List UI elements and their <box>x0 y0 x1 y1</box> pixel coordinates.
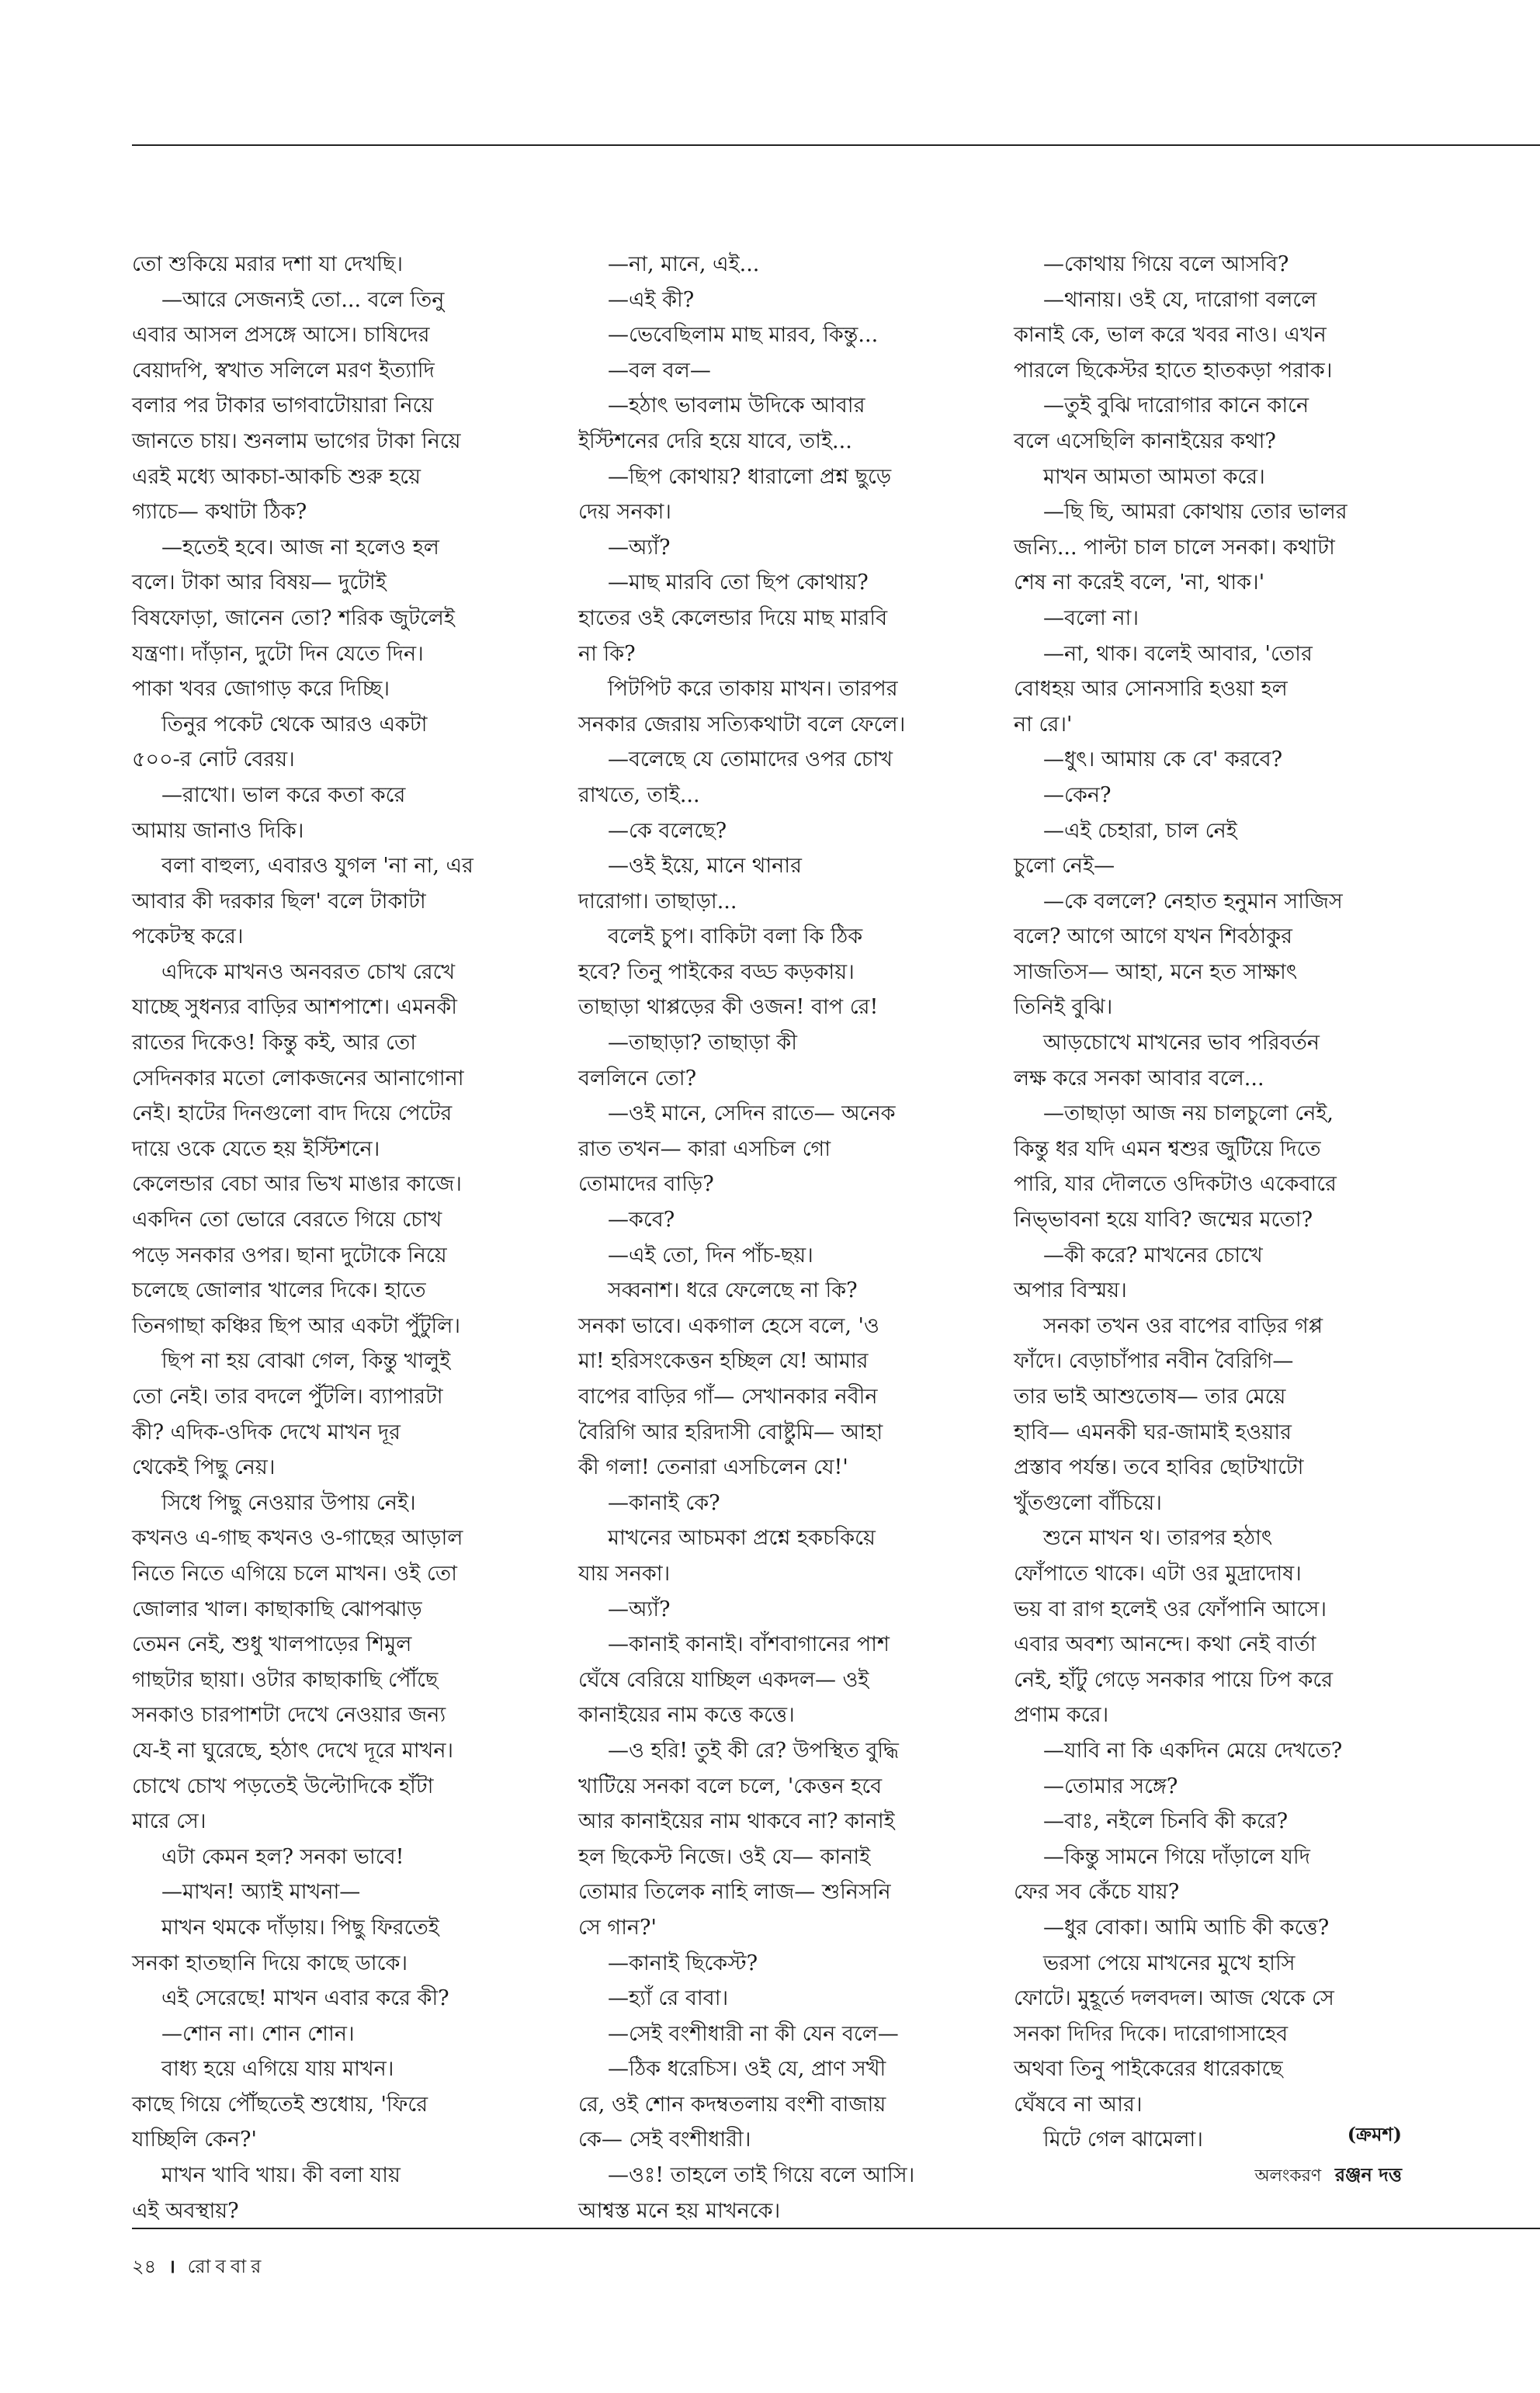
text-line: মাখনের আচমকা প্রশ্নে হকচকিয়ে <box>608 1526 876 1551</box>
text-line: কাছে গিয়ে পৌঁছতেই শুধোয়, 'ফিরে <box>132 2092 428 2117</box>
text-line: অথবা তিনু পাইকেরের ধারেকাছে <box>1014 2057 1283 2082</box>
text-line: কে— সেই বংশীধারী। <box>578 2128 751 2152</box>
text-line: রাতের দিকেও! কিন্তু কই, আর তো <box>132 1031 417 1056</box>
text-line: যাচ্ছে সুধন্যর বাড়ির আশপাশে। এমনকী <box>132 995 457 1020</box>
text-line: —আরে সেজন্যই তো... বলে তিনু <box>161 287 445 312</box>
text-line: নিভ্ভাবনা হয়ে যাবি? জম্মের মতো? <box>1014 1208 1313 1233</box>
text-line: সনকাও চারপাশটা দেখে নেওয়ার জন্য <box>132 1703 446 1728</box>
text-line: তিনগাছা কঞ্চির ছিপ আর একটা পুঁটুলি। <box>132 1313 461 1338</box>
text-line: গাছটার ছায়া। ওটার কাছাকাছি পৌঁছে <box>132 1667 439 1692</box>
text-line: সনকা হাতছানি দিয়ে কাছে ডাকে। <box>132 1951 408 1975</box>
text-line: এবার অবশ্য আনন্দে। কথা নেই বার্তা <box>1014 1632 1316 1657</box>
text-line: —এই তো, দিন পাঁচ-ছয়। <box>608 1243 813 1268</box>
text-line: পাকা খবর জোগাড় করে দিচ্ছি। <box>132 677 390 702</box>
text-line: বললিনে তো? <box>578 1066 697 1091</box>
text-line: মাখন থমকে দাঁড়ায়। পিছু ফিরতেই <box>161 1915 439 1940</box>
text-line: —বাঃ, নইলে চিনবি কী করে? <box>1043 1809 1289 1834</box>
text-line: দায়ে ওকে যেতে হয় ইস্টিশনে। <box>132 1136 380 1161</box>
text-column-2 <box>578 247 983 2228</box>
text-line: নিতে নিতে এগিয়ে চলে মাখন। ওই তো <box>132 1561 457 1586</box>
text-line: —হতেই হবে। আজ না হলেও হল <box>161 535 439 560</box>
text-line: হাতের ওই কেলেন্ডার দিয়ে মাছ মারবি <box>578 605 888 630</box>
text-line: থেকেই পিছু নেয়। <box>132 1455 276 1480</box>
text-line: সে গান?' <box>578 1915 657 1940</box>
text-line: মিটে গেল ঝামেলা। <box>1043 2128 1203 2152</box>
text-line: —কানাই কানাই। বাঁশবাগানের পাশ <box>608 1632 890 1657</box>
text-line: সনকার জেরায় সত্যিকথাটা বলে ফেলে। <box>578 712 906 737</box>
text-line: —অ্যাঁ? <box>608 1597 671 1621</box>
text-line: —কিন্তু সামনে গিয়ে দাঁড়ালে যদি <box>1043 1844 1310 1869</box>
text-line: খুঁতগুলো বাঁচিয়ে। <box>1014 1490 1162 1515</box>
text-line: যাচ্ছিলি কেন?' <box>132 2128 257 2152</box>
text-line: সনকা দিদির দিকে। দারোগাসাহেব <box>1014 2021 1289 2046</box>
illustrator-name: রঞ্জন দত্ত <box>1334 2163 1402 2186</box>
text-line: জানতে চায়। শুনলাম ভাগের টাকা নিয়ে <box>132 428 461 453</box>
text-line: তো শুকিয়ে মরার দশা যা দেখছি। <box>132 252 404 276</box>
text-line: কেলেন্ডার বেচা আর ভিখ মাঙার কাজে। <box>132 1172 462 1197</box>
text-line: —ওই ইয়ে, মানে থানার <box>608 854 802 879</box>
page-footer <box>132 2251 265 2282</box>
text-line: —কেন? <box>1043 782 1112 807</box>
text-line: তাছাড়া থাপ্পড়ের কী ওজন! বাপ রে! <box>578 995 879 1020</box>
text-line: পিটপিট করে তাকায় মাখন। তারপর <box>608 677 898 702</box>
text-line: —ঠিক ধরেচিস। ওই যে, প্রাণ সখী <box>608 2057 886 2082</box>
text-line: তার ভাই আশুতোষ— তার মেয়ে <box>1014 1385 1286 1409</box>
text-line: —মাখন! অ্যাই মাখনা— <box>161 1880 361 1905</box>
text-line: —বলো না। <box>1043 605 1139 630</box>
text-line: —তাছাড়া? তাছাড়া কী <box>608 1031 798 1056</box>
top-rule <box>132 144 1540 146</box>
text-line: বলার পর টাকার ভাগবাটোয়ারা নিয়ে <box>132 394 434 418</box>
text-line: হবে? তিনু পাইকের বড্ড কড়কায়। <box>578 959 855 984</box>
text-line: —ওই মানে, সেদিন রাতে— অনেক <box>608 1101 896 1126</box>
text-line: সব্বনাশ। ধরে ফেলেছে না কি? <box>608 1278 858 1303</box>
text-line: না রে।' <box>1014 712 1073 737</box>
text-line: আবার কী দরকার ছিল' বলে টাকাটা <box>132 889 426 914</box>
text-line: বলে? আগে আগে যখন শিবঠাকুর <box>1014 924 1293 949</box>
text-line: এবার আসল প্রসঙ্গে আসে। চাষিদের <box>132 323 430 348</box>
text-line: তিনুর পকেট থেকে আরও একটা <box>161 712 428 737</box>
text-line: বাধ্য হয়ে এগিয়ে যায় মাখন। <box>161 2057 394 2082</box>
text-line: ফের সব কেঁচে যায়? <box>1014 1880 1180 1905</box>
text-line: —কবে? <box>608 1208 675 1233</box>
text-line: যন্ত্রণা। দাঁড়ান, দুটো দিন যেতে দিন। <box>132 641 424 666</box>
text-line: মাখন আমতা আমতা করে। <box>1043 464 1265 489</box>
text-line: —বল বল— <box>608 358 711 383</box>
serial-note: (ক্রমশ) <box>1347 2123 1402 2145</box>
text-line: প্রস্তাব পর্যন্ত। তবে হাবির ছোটখাটো <box>1014 1455 1304 1480</box>
text-line: সনকা ভাবে। একগাল হেসে বলে, 'ও <box>578 1313 879 1338</box>
text-line: —ছিপ কোথায়? ধারালো প্রশ্ন ছুড়ে <box>608 464 892 489</box>
text-line: পারি, যার দৌলতে ওদিকটাও একেবারে <box>1014 1172 1337 1197</box>
text-line: ভরসা পেয়ে মাখনের মুখে হাসি <box>1043 1951 1295 1975</box>
text-line: —হঠাৎ ভাবলাম উদিকে আবার <box>608 394 865 418</box>
text-line: বলে। টাকা আর বিষয়— দুটোই <box>132 571 387 595</box>
text-line: —বলেছে যে তোমাদের ওপর চোখ <box>608 747 893 772</box>
text-line: —না, মানে, এই... <box>608 252 760 276</box>
text-line: —এই কী? <box>608 287 695 312</box>
text-line: —মাছ মারবি তো ছিপ কোথায়? <box>608 571 869 595</box>
text-line: এটা কেমন হল? সনকা ভাবে! <box>161 1844 404 1869</box>
text-line: ভয় বা রাগ হলেই ওর ফোঁপানি আসে। <box>1014 1597 1327 1621</box>
text-line: —এই চেহারা, চাল নেই <box>1043 818 1237 843</box>
text-line: —ভেবেছিলাম মাছ মারব, কিন্তু... <box>608 323 879 348</box>
text-line: বলা বাহুল্য, এবারও যুগল 'না না, এর <box>161 854 473 879</box>
text-line: দেয় সনকা। <box>578 500 671 525</box>
text-line: রাখতে, তাই... <box>578 782 700 807</box>
text-line: বৈরিগি আর হরিদাসী বোষ্টুমি— আহা <box>578 1420 883 1444</box>
illustration-credit-label: অলংকরণ <box>1254 2166 1322 2186</box>
text-line: চলেছে জোলার খালের দিকে। হাতে <box>132 1278 426 1303</box>
text-line: —ওঃ! তাহলে তাই গিয়ে বলে আসি। <box>608 2163 915 2188</box>
text-line: ফোঁপাতে থাকে। এটা ওর মুদ্রাদোষ। <box>1014 1561 1302 1586</box>
text-line: পড়ে সনকার ওপর। ছানা দুটোকে নিয়ে <box>132 1243 447 1268</box>
text-line: যায় সনকা। <box>578 1561 671 1586</box>
text-line: —কী করে? মাখনের চোখে <box>1043 1243 1263 1268</box>
text-line: মারে সে। <box>132 1809 206 1834</box>
text-line: ফাঁদে। বেড়াচাঁপার নবীন বৈরিগি— <box>1014 1349 1294 1374</box>
text-line: ঘেঁষবে না আর। <box>1014 2092 1143 2117</box>
text-line: তিনিই বুঝি। <box>1014 995 1113 1020</box>
text-line: রাত তখন— কারা এসচিল গো <box>578 1136 831 1161</box>
text-line: একদিন তো ভোরে বেরতে গিয়ে চোখ <box>132 1208 442 1233</box>
text-line: সাজতিস— আহা, মনে হত সাক্ষাৎ <box>1014 959 1298 984</box>
text-line: খাটিয়ে সনকা বলে চলে, 'কেত্তন হবে <box>578 1774 883 1798</box>
text-line: তেমন নেই, শুধু খালপাড়ের শিমুল <box>132 1632 412 1657</box>
text-line: রে, ওই শোন কদম্বতলায় বংশী বাজায় <box>578 2092 886 2117</box>
text-line: যে-ই না ঘুরেছে, হঠাৎ দেখে দূরে মাখন। <box>132 1738 454 1763</box>
text-line: ঘেঁষে বেরিয়ে যাচ্ছিল একদল— ওই <box>578 1667 869 1692</box>
text-line: না কি? <box>578 641 636 666</box>
text-line: —ছি ছি, আমরা কোথায় তোর ভালর <box>1043 500 1348 525</box>
text-line: ইস্টিশনের দেরি হয়ে যাবে, তাই... <box>578 428 852 453</box>
text-column-1 <box>132 247 537 2228</box>
text-line: পারলে ছিকেস্টর হাতে হাতকড়া পরাক। <box>1014 358 1333 383</box>
text-line: —তোমার সঙ্গে? <box>1043 1774 1178 1798</box>
text-line: এরই মধ্যে আকচা-আকচি শুরু হয়ে <box>132 464 421 489</box>
text-line: দারোগা। তাছাড়া... <box>578 889 737 914</box>
text-line: —অ্যাঁ? <box>608 535 671 560</box>
text-line: পকেটস্থ করে। <box>132 924 244 949</box>
text-line: কখনও এ-গাছ কখনও ও-গাছের আড়াল <box>132 1526 463 1551</box>
text-line: চুলো নেই— <box>1014 854 1115 879</box>
text-line: এই সেরেছে! মাখন এবার করে কী? <box>161 1986 449 2011</box>
text-line: গ্যাচে— কথাটা ঠিক? <box>132 500 307 525</box>
text-line: প্রণাম করে। <box>1014 1703 1109 1728</box>
text-line: —কানাই ছিকেস্ট? <box>608 1951 758 1975</box>
text-line: —যাবি না কি একদিন মেয়ে দেখতে? <box>1043 1738 1343 1763</box>
text-line: বাপের বাড়ির গাঁ— সেখানকার নবীন <box>578 1385 878 1409</box>
text-line: —কে বললে? নেহাত হনুমান সাজিস <box>1043 889 1343 914</box>
text-line: বলে এসেছিলি কানাইয়ের কথা? <box>1014 428 1276 453</box>
text-line: —থানায়। ওই যে, দারোগা বললে <box>1043 287 1317 312</box>
text-line: —সেই বংশীধারী না কী যেন বলে— <box>608 2021 899 2046</box>
text-line: কানাই কে, ভাল করে খবর নাও। এখন <box>1014 323 1327 348</box>
text-line: ৫০০-র নোট বেরয়। <box>132 747 295 772</box>
text-line: ফোটে। মুহূর্তে দলবদল। আজ থেকে সে <box>1014 1986 1334 2011</box>
text-line: সনকা তখন ওর বাপের বাড়ির গপ্প <box>1043 1313 1323 1338</box>
text-line: আশ্বস্ত মনে হয় মাখনকে। <box>578 2198 781 2223</box>
text-line: সেদিনকার মতো লোকজনের আনাগোনা <box>132 1066 464 1091</box>
text-line: জোলার খাল। কাছাকাছি ঝোপঝাড় <box>132 1597 422 1621</box>
text-line: নেই। হাটের দিনগুলো বাদ দিয়ে পেটের <box>132 1101 453 1126</box>
text-line: বোধহয় আর সোনসারি হওয়া হল <box>1014 677 1288 702</box>
text-line: কিন্তু ধর যদি এমন শ্বশুর জুটিয়ে দিতে <box>1014 1136 1321 1161</box>
text-line: —রাখো। ভাল করে কতা করে <box>161 782 406 807</box>
bottom-rule <box>132 2228 1540 2229</box>
text-column-3 <box>1014 247 1419 2158</box>
text-line: তোমাদের বাড়ি? <box>578 1172 714 1197</box>
text-line: —শোন না। শোন শোন। <box>161 2021 355 2046</box>
text-line: সিধে পিছু নেওয়ার উপায় নেই। <box>161 1490 416 1515</box>
text-line: শুনে মাখন থ। তারপর হঠাৎ <box>1043 1526 1273 1551</box>
text-line: চোখে চোখ পড়তেই উল্টোদিকে হাঁটা <box>132 1774 434 1798</box>
text-line: —কোথায় গিয়ে বলে আসবি? <box>1043 252 1289 276</box>
text-line: হাবি— এমনকী ঘর-জামাই হওয়ার <box>1014 1420 1292 1444</box>
text-line: তো নেই। তার বদলে পুঁটলি। ব্যাপারটা <box>132 1385 443 1409</box>
text-line: —হ্যাঁ রে বাবা। <box>608 1986 729 2011</box>
text-line: মা! হরিসংকেত্তন হচ্ছিল যে! আমার <box>578 1349 869 1374</box>
text-line: মাখন খাবি খায়। কী বলা যায় <box>161 2163 401 2188</box>
text-line: কানাইয়ের নাম কত্তে কত্তে। <box>578 1703 795 1728</box>
text-line: আমায় জানাও দিকি। <box>132 818 304 843</box>
text-line: তোমার তিলেক নাহি লাজ— শুনিসনি <box>578 1880 891 1905</box>
text-line: শেষ না করেই বলে, 'না, থাক।' <box>1014 571 1265 595</box>
text-line: আর কানাইয়ের নাম থাকবে না? কানাই <box>578 1809 895 1834</box>
illustration-credit <box>1254 2159 1402 2192</box>
text-line: —ও হরি! তুই কী রে? উপস্থিত বুদ্ধি <box>608 1738 899 1763</box>
text-line: জন্যি... পাল্টা চাল চালে সনকা। কথাটা <box>1014 535 1335 560</box>
text-line: —কে বলেছে? <box>608 818 727 843</box>
text-line: ছিপ না হয় বোঝা গেল, কিন্তু খালুই <box>161 1349 451 1374</box>
text-line: কী গলা! তেনারা এসচিলেন যে!' <box>578 1455 848 1480</box>
text-line: এই অবস্থায়? <box>132 2198 239 2223</box>
text-line: লক্ষ করে সনকা আবার বলে... <box>1014 1066 1264 1091</box>
text-line: —তাছাড়া আজ নয় চালচুলো নেই, <box>1043 1101 1334 1126</box>
text-line: অপার বিস্ময়। <box>1014 1278 1127 1303</box>
text-line: এদিকে মাখনও অনবরত চোখ রেখে <box>161 959 456 984</box>
footer-separator: । <box>168 2255 175 2277</box>
text-line: আড়চোখে মাখনের ভাব পরিবর্তন <box>1043 1031 1320 1056</box>
text-line: নেই, হাঁটু গেড়ে সনকার পায়ে ঢিপ করে <box>1014 1667 1334 1692</box>
text-line: —তুই বুঝি দারোগার কানে কানে <box>1043 394 1309 418</box>
page-number: ২৪ <box>132 2256 157 2277</box>
magazine-name: রোববার <box>187 2256 266 2277</box>
text-line: —না, থাক। বলেই আবার, 'তোর <box>1043 641 1313 666</box>
text-line: বেয়াদপি, স্বখাত সলিলে মরণ ইত্যাদি <box>132 358 435 383</box>
text-line: বলেই চুপ। বাকিটা বলা কি ঠিক <box>608 924 863 949</box>
text-line: —ধুৎ। আমায় কে বে' করবে? <box>1043 747 1283 772</box>
text-line: কী? এদিক-ওদিক দেখে মাখন দূর <box>132 1420 401 1444</box>
text-line: বিষফোড়া, জানেন তো? শরিক জুটলেই <box>132 605 455 630</box>
text-line: হল ছিকেস্ট নিজে। ওই যে— কানাই <box>578 1844 871 1869</box>
text-line: —ধুর বোকা। আমি আচি কী কত্তে? <box>1043 1915 1330 1940</box>
text-line: —কানাই কে? <box>608 1490 720 1515</box>
